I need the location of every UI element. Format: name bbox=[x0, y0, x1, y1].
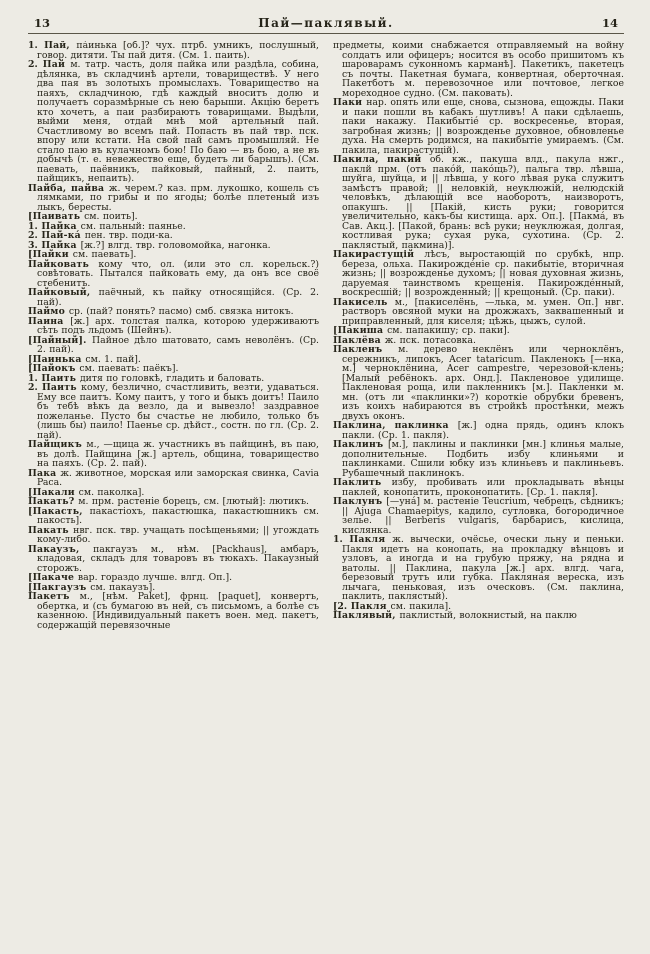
entry-paragraph bbox=[333, 440, 624, 478]
entry-paragraph bbox=[28, 60, 319, 184]
entry-headword: [Паинька bbox=[28, 353, 86, 365]
entry-paragraph bbox=[28, 383, 319, 440]
entry-paragraph bbox=[333, 298, 624, 327]
entry-text: ж. вычески, очёсье, очески льну и пеньки. Пакля идетъ на конопать, на прокладку вѣнцовъ и узловъ, а иногда и на грубую пряжу, на рядна и ватолы. || Паклина, пакула [ж.] арх. влгд. чага, березовый трутъ или губка. Пакляная вереска, изъ лычага, пеньковая, изъ оческовъ. (См. паклина, паклить, паклястый). bbox=[342, 534, 624, 602]
entry-headword: Пайка bbox=[41, 220, 81, 232]
entry-text: см. пакила]. bbox=[390, 600, 452, 612]
entry-headword: Пайба, пайва bbox=[28, 182, 109, 194]
entry-number: 1. bbox=[28, 41, 45, 51]
entry-number: 1. bbox=[333, 534, 350, 545]
entry-headword: Паклунъ bbox=[333, 496, 387, 507]
entry-headword: Пакетъ bbox=[28, 591, 80, 602]
entry-headword: Паклить bbox=[333, 477, 392, 488]
entry-paragraph bbox=[333, 421, 624, 440]
entry-text: паёчный, къ пайку относящійся. (Ср. 2. пай). bbox=[37, 287, 319, 308]
entry-text: пакгаузъ м., нѣм. [Packhaus], амбаръ, кладовая, складъ для товаровъ въ тюкахъ. Пакаузный сторожъ. bbox=[37, 543, 319, 574]
page-number-left: 13 bbox=[34, 16, 51, 30]
entry-text: м. дерево неклёнъ или черноклёнъ, сережникъ, липокъ, Acer tataricum. Пакленокъ [—нка, м.] черноклёнина, Acer campestre, черезовой-клень; [Малый ребёнокъ. арх. Онд.]. Пакленовое удилище. Пакленовая роща, или пакленникъ [м.]. Пакленки м. мн. (отъ ли «паклинки»?) короткіе обрубки бревенъ, изъ коихъ набираются въ стройкѣ простѣнки, межъ двухъ оконъ. bbox=[342, 344, 624, 422]
entry-paragraph bbox=[333, 345, 624, 421]
entry-headword: Пакля bbox=[350, 600, 391, 612]
left-column bbox=[28, 41, 319, 937]
entry-headword: Паить bbox=[41, 382, 82, 393]
entry-text: [ж.] арх. толстая палка, которою удерживаютъ сѣть подъ льдомъ (Шейнъ). bbox=[37, 315, 319, 336]
running-title: Пай—паклявый. bbox=[258, 16, 394, 30]
entry-headword: [Паивать bbox=[28, 211, 85, 222]
entry-headword: Пай, bbox=[44, 41, 77, 51]
entry-text: ж. пск. потасовка. bbox=[384, 334, 476, 346]
entry-headword: Паки bbox=[333, 97, 367, 108]
entry-paragraph bbox=[28, 288, 319, 307]
entry-text: см. паколка]. bbox=[78, 486, 145, 498]
entry-text: кому что, ол. (или это сл. корельск.?) совѣтовать. Пытался пайковать ему, да онъ все своё стебенитъ. bbox=[37, 258, 319, 289]
entry-headword: Паклинъ bbox=[333, 439, 388, 450]
entry-paragraph bbox=[28, 469, 319, 488]
entry-text: пен. твр. поди-ка. bbox=[84, 230, 173, 241]
entry-headword: Паклёва bbox=[333, 334, 385, 346]
entry-text: см. пальный: паянье. bbox=[80, 220, 186, 232]
entry-paragraph bbox=[333, 98, 624, 155]
entry-text: дитя по головкѣ, гладить и баловать. bbox=[79, 372, 265, 384]
entry-paragraph bbox=[333, 155, 624, 250]
entry-text: нвг. пск. твр. учащать посѣщеньями; || угождать кому-либо. bbox=[37, 524, 319, 545]
entry-headword: Пакать? bbox=[28, 496, 79, 507]
entry-text: паклистый, волокнистый, на паклю bbox=[399, 610, 577, 621]
entry-text: вар. гораздо лучше. влгд. Оп.]. bbox=[77, 572, 233, 583]
entry-headword: [Пайокъ bbox=[28, 363, 80, 374]
text-columns bbox=[28, 41, 624, 937]
entry-headword: Паймо bbox=[28, 306, 69, 317]
entry-headword: [Пайный]. bbox=[28, 334, 93, 346]
entry-headword: Паина bbox=[28, 315, 71, 327]
entry-text: см. паевать]. bbox=[72, 249, 137, 260]
entry-paragraph bbox=[28, 336, 319, 355]
entry-headword: Пай-ка́ bbox=[41, 230, 85, 241]
entry-text: [ж.?] влгд. твр. головомойка, нагонка. bbox=[80, 239, 271, 251]
entry-paragraph bbox=[28, 184, 319, 213]
entry-headword: Пайковый, bbox=[28, 287, 99, 298]
entry-paragraph bbox=[28, 260, 319, 289]
entry-text: па́инька [об.]? чух. птрб. умникъ, послушный, говор. дитяти. Ты пай дитя. (См. 1. паить). bbox=[37, 41, 319, 61]
entry-paragraph bbox=[28, 41, 319, 60]
entry-headword: Пакисель bbox=[333, 296, 395, 308]
entry-text: ж. черем.? каз. прм. лукошко, кошель съ лямками, по грибы и по ягоды; болѣе плетеный изъ лыкъ, бересты. bbox=[37, 182, 319, 213]
entry-headword: Пака bbox=[28, 467, 61, 479]
entry-text: кому, безлично, счастливить, везти, удаваться. Ему все паитъ. Кому паитъ, у того и быкъ доитъ! Паило бъ тебѣ вѣкъ да везло, да и вывезло! заздравное пожеланье. Пусто бы счастье не любило, только бъ (лишь бы) паило! Паенье ср. дѣйст., состн. по гл. (Ср. 2. пай). bbox=[37, 382, 319, 441]
entry-number: 1. bbox=[28, 220, 42, 232]
entry-headword: [Пакаче bbox=[28, 572, 78, 583]
entry-paragraph bbox=[333, 611, 624, 621]
entry-headword: Пакать bbox=[28, 524, 74, 536]
entry-text: м., [нѣм. Paket], фрнц. [paquet], конвертъ, обертка, и (съ бумагою въ ней, съ письмомъ, а болѣе съ казенною. [Индивидуальный пакетъ воен. мед. пакетъ, содержащій перевязочные bbox=[37, 591, 319, 631]
entry-text: см. папакишу; ср. паки]. bbox=[387, 325, 510, 336]
entry-text: [—уна́] м. растеніе Teucrium, чебрецъ, сѣдникъ; || Ajuga Chamaepitys, кадило, сутловка, богородичное зелье. || Berberis vulgaris, барбарисъ, кислица, кислянка. bbox=[342, 496, 624, 536]
entry-headword: Пакля bbox=[349, 534, 393, 545]
entry-text: пакастіохъ, пакастюшка, пакастюшникъ см. пакость]. bbox=[37, 505, 319, 526]
entry-paragraph bbox=[333, 535, 624, 602]
entry-text: избу, пробивать или прокладывать вѣнцы паклей, конопатить, проконопатить. [Ср. 1. пакля]. bbox=[342, 477, 624, 498]
entry-text: м., —щица ж. участникъ въ пайщинѣ, въ паю, въ долѣ. Пайщина [ж.] артель, община, товарищество на паяхъ. (Ср. 2. пай). bbox=[37, 439, 319, 469]
entry-number: 3. bbox=[28, 239, 42, 251]
entry-text: см. паевать: паёкъ]. bbox=[79, 363, 179, 374]
entry-text: ср. (пай? понять? пасмо) смб. связка нитокъ. bbox=[68, 306, 294, 317]
entry-number: [2. bbox=[333, 600, 351, 612]
entry-paragraph bbox=[333, 478, 624, 497]
entry-text: [м.], паклины и паклинки [мн.] клинья малые, дополнительные. Подбить избу клиньями и паклинками. Сшили юбку изъ клиньевъ и паклиньевъ. Рубашечный паклинокъ. bbox=[342, 439, 624, 479]
header-rule bbox=[28, 33, 624, 34]
entry-text: см. пакаузъ]. bbox=[90, 581, 156, 593]
page-header bbox=[28, 16, 624, 30]
entry-number: 2. bbox=[28, 59, 43, 70]
entry-text: лѣсъ, выростающій по срубкѣ, нпр. береза, ольха. Пакирожде́ніе ср. пакибытіе, вторичная жизнь; || возрожденье духомъ; || новая духовная жизнь, даруемая таинствомъ крещенія. Пакирожде́нный, воскресшій; || возрожденный; || крещоный. (Ср. паки). bbox=[342, 249, 624, 298]
entry-text: см. поить]. bbox=[84, 211, 138, 222]
right-column bbox=[333, 41, 624, 937]
entry-headword: [Пакгаузъ bbox=[28, 581, 91, 593]
entry-headword: Паклявый, bbox=[333, 610, 400, 621]
entry-text: об. кж., пакуша влд., пакула нжг., паклй прм. (отъ пако́й, пако́щь?), пальга твр. лѣвша, шуйга, шуйца, и || лѣвша, у кого лѣвая рука служитъ замѣстъ правой; || неловкій, неуклюжій, нелюдскій человѣкъ, дѣлающій все наоборотъ, наизворотъ, опакушъ. || [Пакій, кисть руки; говорится увеличительно, какъ-бы кистища. арх. Оп.]. [Пакма́, въ Сав. Акц.]. [Пакой, брань: всѣ руки; неуклюжая, долгая, костливая рука; сухая рука, сухотина. (Ср. 2. паклястый, пакмина)]. bbox=[342, 154, 624, 251]
entry-paragraph bbox=[333, 250, 624, 298]
entry-number: 2. bbox=[28, 230, 42, 241]
entry-number: 1. bbox=[28, 372, 42, 384]
entry-paragraph bbox=[28, 440, 319, 469]
entry-headword: Пакаузъ, bbox=[28, 543, 94, 555]
entry-text: м., [пакиселёнь, —лька, м. умен. Оп.] нвг. растворъ овсяной муки на дрожжахъ, заквашенный и приправленный, для киселя; цѣжь, цыжъ, сулой. bbox=[342, 296, 624, 327]
entry-text: предметы, коими снабжается отправляемый на войну солдатъ или офицеръ; носится въ особо пришитомъ къ шароварамъ суконномъ карманѣ]. Пакетикъ, пакетецъ съ почты. Пакетная бумага, конвертная, оберточная. Пакетботъ м. перевозочное или почтовое, легкое мореходное судно. (См. паковать). bbox=[333, 41, 624, 99]
entry-headword: [Пакасть, bbox=[28, 505, 90, 517]
entry-headword: [Пакиша bbox=[333, 325, 388, 336]
entry-text: нар. опять или еще, снова, сызнова, ещожды. Паки и паки пошли въ кабакъ шутливъ! А паки сдѣлаешь, паки накажу. Пакибытіе́ ср. воскресенье, вторая, загробная жизнь; || возрожденье духовное, обновленье духа. На смерть родимся, на пакибытіе умираемъ. (См. пакила, пакирастущій). bbox=[342, 97, 624, 156]
page-number-right: 14 bbox=[601, 16, 618, 30]
entry-paragraph bbox=[28, 592, 319, 630]
entry-paragraph bbox=[28, 526, 319, 545]
entry-text: ж. животное, морская или заморская свинка, Cavia Paca. bbox=[37, 467, 319, 488]
entry-text: м. татр. часть, доля пайка или раздѣла, собина, дѣлянка, въ складчинѣ артели, товариществѣ. У него два пая въ золотыхъ промыслахъ. Товарищество на паяхъ, складчиною, гдѣ каждый вноситъ долю и получаетъ соразмѣрные съ нею барыши. Акцію беретъ кто хочетъ, а паи разбираютъ товарищами. Выдѣли, выйми меня, отдай мнѣ мой артельный пай. Счастливому во всемъ пай. Попасть въ пай твр. пск. впору или кстати. На свой пай самъ промышляй. Не стало паю въ кулачномъ бою! По баю — въ бою, а не въ добычѣ (т. е. невежество еще, будетъ ли барышъ). (См. паевать, паёвникъ, пайковый, пайный, 2. паить, пайщикъ, непаить). bbox=[37, 59, 319, 184]
entry-text: Пайное дѣло шатовато, самъ неволёнъ. (Ср. 2. пай). bbox=[37, 334, 319, 355]
entry-headword: Пакленъ bbox=[333, 344, 399, 355]
entry-number: 2. bbox=[28, 382, 42, 393]
entry-headword: Пакила, пакий bbox=[333, 154, 430, 165]
entry-paragraph bbox=[333, 41, 624, 98]
entry-headword: [Пайки bbox=[28, 249, 73, 260]
entry-paragraph bbox=[333, 497, 624, 535]
entry-paragraph bbox=[28, 545, 319, 574]
entry-headword: Паить bbox=[41, 372, 80, 384]
entry-headword: Пакирастущій bbox=[333, 249, 425, 260]
entry-text: [ж.] одна прядь, одинъ клокъ пакли. (Ср. 1. пакля). bbox=[342, 420, 624, 441]
entry-text: см. 1. пай]. bbox=[85, 353, 141, 365]
entry-headword: Пай bbox=[42, 59, 71, 70]
entry-headword: Паклина, паклинка bbox=[333, 420, 458, 431]
entry-headword: [Пакали bbox=[28, 486, 79, 498]
entry-paragraph bbox=[28, 317, 319, 336]
entry-headword: Пайка bbox=[41, 239, 81, 251]
entry-headword: Пайщикъ bbox=[28, 439, 87, 450]
entry-text: м. прм. растеніе борецъ, см. [лютый]: лютикъ. bbox=[78, 496, 310, 507]
entry-paragraph bbox=[28, 507, 319, 526]
entry-headword: Пайковать bbox=[28, 258, 99, 270]
